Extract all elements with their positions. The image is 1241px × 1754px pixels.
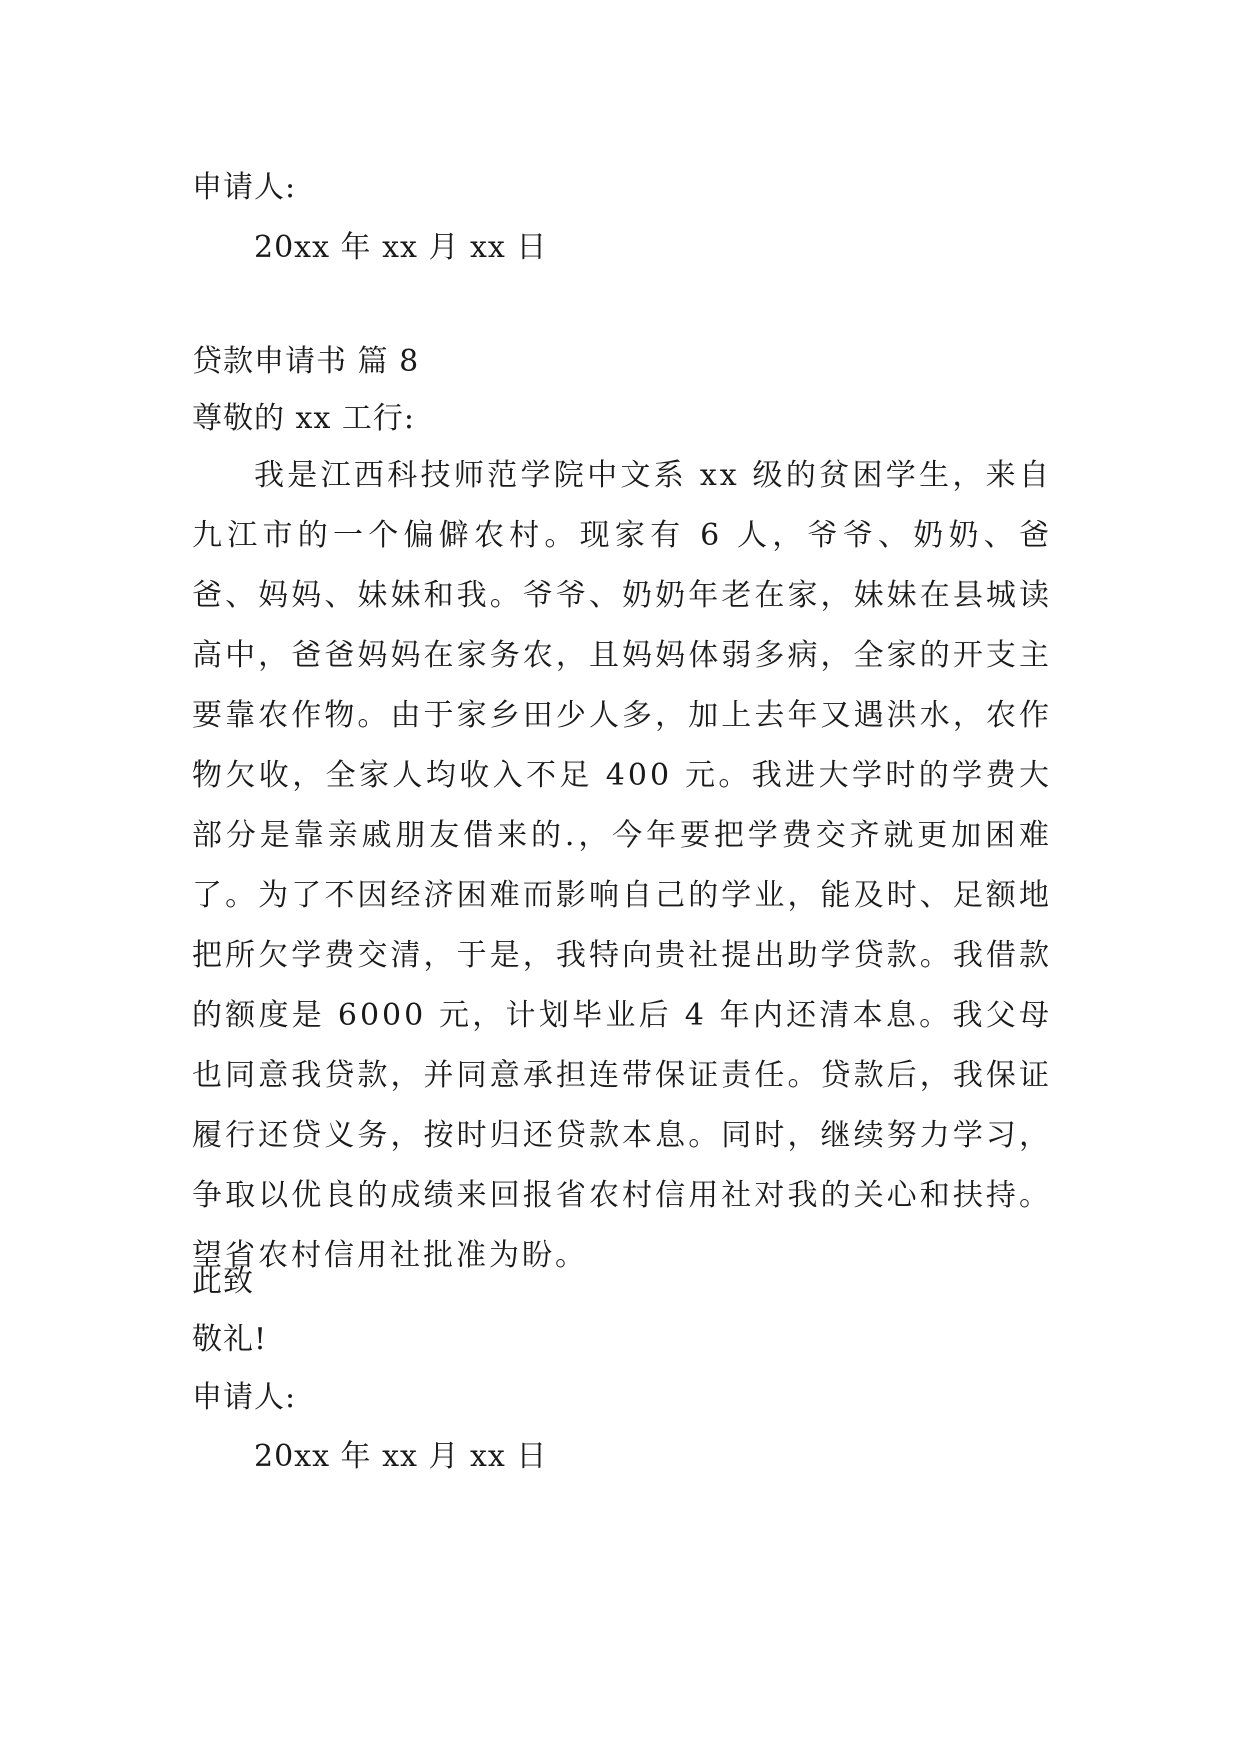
application-date-bottom: 20xx 年 xx 月 xx 日 <box>254 1439 548 1474</box>
applicant-label: 申请人: <box>192 170 297 205</box>
application-date: 20xx 年 xx 月 xx 日 <box>254 230 548 265</box>
salutation: 尊敬的 xx 工行: <box>192 401 416 436</box>
section-heading: 贷款申请书 篇 8 <box>192 344 420 379</box>
applicant-label-bottom: 申请人: <box>192 1380 297 1415</box>
closing-jingli: 敬礼! <box>192 1322 268 1357</box>
letter-body: 我是江西科技师范学院中文系 xx 级的贫困学生，来自九江市的一个偏僻农村。现家有 6 人，爷爷、奶奶、爸爸、妈妈、妹妹和我。爷爷、奶奶年老在家，妹妹在县城读高中，爸爸妈妈在家务农，且妈妈体弱多病，全家的开支主要靠农作物。由于家乡田少人多，加上去年又遇洪水，农作物欠收，全家人均收入不足 400 元。我进大学时的学费大部分是靠亲戚朋友借来的.，今年要把学费交齐就更加困难了。为了不因经济困难而影响自己的学业，能及时、足额地把所欠学费交清，于是，我特向贵社提出助学贷款。我借款的额度是 6000 元，计划毕业后 4 年内还清本息。我父母也同意我贷款，并同意承担连带保证责任。贷款后，我保证履行还贷义务，按时归还贷款本息。同时，继续努力学习，争取以优良的成绩来回报省农村信用社对我的关心和扶持。望省农村信用社批准为盼。 <box>192 458 1052 1273</box>
closing-cizhi: 此致 <box>192 1264 254 1299</box>
